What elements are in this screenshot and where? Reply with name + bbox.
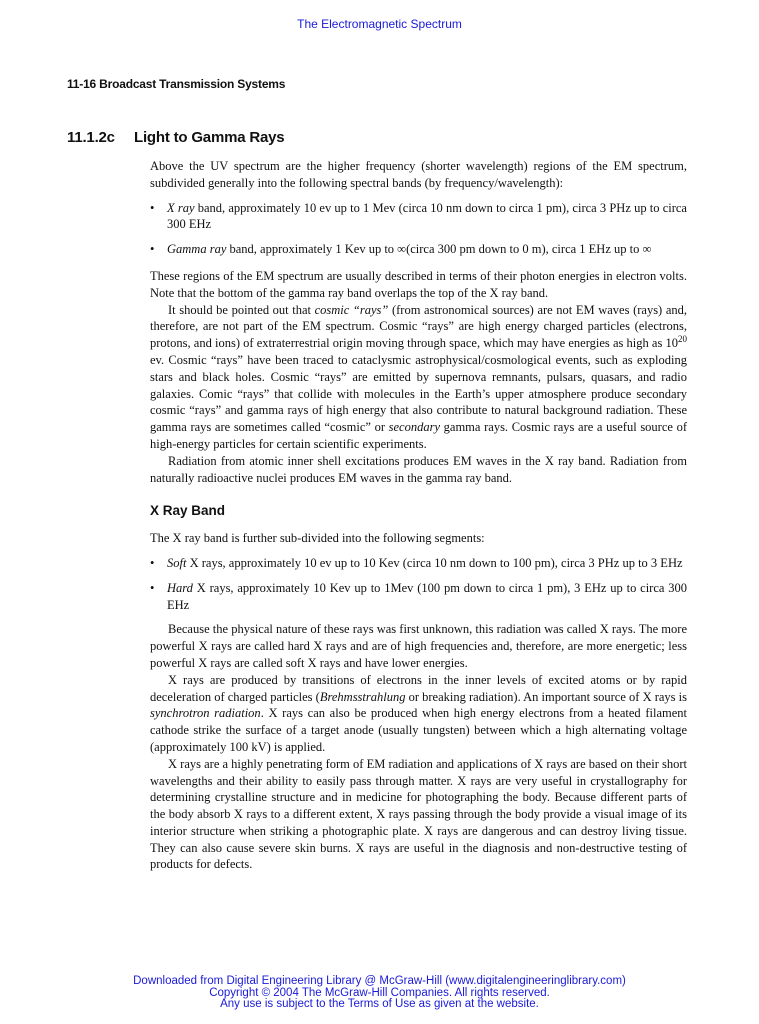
- text-run: It should be pointed out that: [168, 302, 315, 317]
- footer-copyright-line: Copyright © 2004 The McGraw-Hill Companies. All rights reserved.: [209, 986, 550, 999]
- xray-uses-paragraph: X rays are a highly penetrating form of EM radiation and applications of X rays are based on their short wavelengths and their ability to easily pass through matter. X rays are very useful in crystallography for determining crystalline structure and in medicine for photographing the body. Because different parts of the body absorb X rays to a different extent, X rays passing through the body provide a visual image of its interior structure when striking a photographic plate. X rays are dangerous and can destroy living tissue. They can also cause severe skin burns. X rays are useful in the diagnosis and non-destructive testing of products for defects.: [150, 756, 687, 872]
- band-list: [150, 200, 687, 258]
- xray-production-paragraph: [150, 672, 687, 756]
- segment-description: X rays, approximately 10 Kev up to 1Mev (100 pm down to circa 1 pm), 3 EHz up to circa 300 EHz: [167, 580, 687, 612]
- section-heading: [67, 129, 284, 146]
- segment-term: Hard: [167, 580, 193, 595]
- list-item: [150, 555, 687, 572]
- list-item: [150, 580, 687, 614]
- footer-terms-line[interactable]: Any use is subject to the Terms of Use as given at the website.: [220, 998, 539, 1010]
- radiation-paragraph: Radiation from atomic inner shell excitations produces EM waves in the X ray band. Radiation from naturally radioactive nuclei produces EM waves in the gamma ray band.: [150, 453, 687, 485]
- section-title: Light to Gamma Rays: [134, 129, 285, 146]
- text-run: or breaking radiation). An important source of X rays is: [405, 689, 688, 704]
- text-run: . X rays can also be produced when high energy electrons from a heated filament cathode strike the surface of a target anode (usually tungsten) between which a high alternating voltage (approximately 100 kV) is applied.: [150, 706, 687, 754]
- footer-download-line[interactable]: Downloaded from Digital Engineering Library @ McGraw-Hill (www.digitalengineeringlibrary.com): [133, 975, 626, 987]
- text-run: (from astronomical sources) are not EM waves (rays) and, therefore, are not part of the EM spectrum. Cosmic “rays” are high energy charged particles (electrons, protons, and ions) of extraterrestrial origin moving through space, which may have energies as high as 10: [150, 302, 687, 351]
- xray-band-heading: X Ray Band: [150, 503, 226, 519]
- band-term: Gamma ray: [167, 242, 227, 257]
- band-description: band, approximately 1 Kev up to ∞(circa 300 pm down to 0 m), circa 1 EHz up to ∞: [226, 242, 652, 257]
- band-description: band, approximately 10 ev up to 1 Mev (circa 10 nm down to circa 1 pm), circa 3 PHz up to circa 300 EHz: [167, 200, 687, 232]
- emphasis: cosmic “rays”: [314, 302, 389, 317]
- body-text: [150, 158, 687, 873]
- text-run: gamma rays. Cosmic rays are a useful source of high-energy particles for certain scientific experiments.: [150, 420, 687, 451]
- section-number: 11.1.2c: [67, 129, 115, 146]
- emphasis: secondary: [388, 420, 441, 435]
- xray-nature-paragraph: Because the physical nature of these rays was first unknown, this radiation was called X rays. The more powerful X rays are called hard X rays and are of high frequencies and, therefore, are more energetic; less powerful X rays are called soft X rays and have lower energies.: [150, 622, 687, 670]
- running-head: 11-16 Broadcast Transmission Systems: [67, 77, 286, 91]
- photon-energy-paragraph: These regions of the EM spectrum are usually described in terms of their photon energies in electron volts. Note that the bottom of the gamma ray band overlaps the top of the X ray band.: [150, 268, 687, 300]
- cosmic-rays-paragraph: [150, 302, 687, 453]
- superscript: 20: [678, 334, 687, 345]
- top-link[interactable]: The Electromagnetic Spectrum: [297, 17, 462, 31]
- intro-paragraph: Above the UV spectrum are the higher frequency (shorter wavelength) regions of the EM spectrum, subdivided generally into the following spectral bands (by frequency/wavelength):: [150, 159, 687, 190]
- footer[interactable]: [0, 976, 759, 1011]
- xray-segment-list: [150, 555, 687, 613]
- band-term: X ray: [167, 200, 195, 215]
- emphasis: Brehmsstrahlung: [319, 689, 406, 704]
- xray-intro-paragraph: The X ray band is further sub-divided into the following segments:: [150, 531, 485, 546]
- segment-description: X rays, approximately 10 ev up to 10 Kev (circa 10 nm down to 100 pm), circa 3 PHz up to 3 EHz: [186, 555, 683, 570]
- text-run: ev. Cosmic “rays” have been traced to cataclysmic astrophysical/cosmological events, such as exploding stars and black holes. Cosmic “rays” are emitted by supernova remnants, pulsars, quasars, and radio galaxies. Comic “rays” that collide with molecules in the Earth’s upper atmosphere produce secondary cosmic “rays” and gamma rays of high energy that also contribute to natural background radiation. These gamma rays are sometimes called “cosmic” or: [150, 352, 687, 435]
- list-item: [150, 241, 687, 258]
- segment-term: Soft: [167, 555, 187, 570]
- emphasis: synchrotron radiation: [150, 706, 261, 721]
- list-item: [150, 200, 687, 234]
- text-run: X rays are produced by transitions of electrons in the inner levels of excited atoms or by rapid deceleration of charged particles (: [150, 672, 687, 704]
